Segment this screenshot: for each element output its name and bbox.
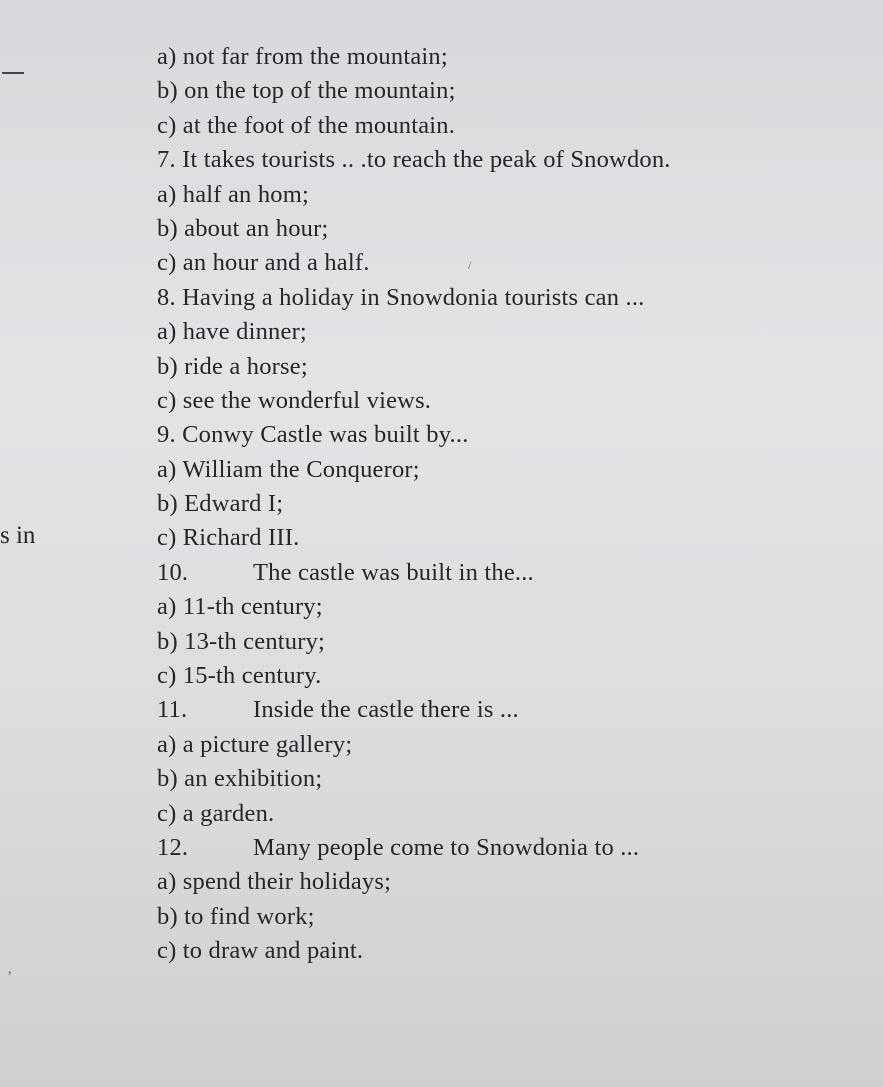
option-a-q10: a) 11-th century; bbox=[157, 593, 323, 621]
option-c-q12: c) to draw and paint. bbox=[157, 937, 364, 965]
option-c-q8: c) see the wonderful views. bbox=[157, 386, 432, 414]
option-c-q6: c) at the foot of the mountain. bbox=[157, 111, 456, 139]
question-11-number: 11. bbox=[157, 696, 188, 724]
option-a-q9: a) William the Conqueror; bbox=[157, 455, 420, 483]
question-9: 9. Conwy Castle was built by... bbox=[157, 421, 469, 449]
option-a-q7: a) half an hom; bbox=[157, 180, 309, 208]
question-12 bbox=[157, 831, 877, 865]
option-b-q10: b) 13-th century; bbox=[157, 627, 326, 655]
margin-dash bbox=[2, 72, 24, 74]
option-a-q8: a) have dinner; bbox=[157, 318, 307, 346]
question-10-number: 10. bbox=[157, 558, 189, 586]
pencil-stray-mark: , bbox=[8, 962, 12, 977]
option-a-q6: a) not far from the mountain; bbox=[157, 43, 448, 70]
option-b-q12: b) to find work; bbox=[157, 902, 315, 930]
option-a-q11: a) a picture gallery; bbox=[157, 730, 353, 758]
option-c-q10: c) 15-th century. bbox=[157, 662, 322, 690]
option-b-q8: b) ride a horse; bbox=[157, 352, 308, 380]
option-b-q7: b) about an hour; bbox=[157, 214, 329, 242]
option-a-q12: a) spend their holidays; bbox=[157, 868, 392, 896]
question-11-text: Inside the castle there is ... bbox=[253, 696, 519, 724]
pencil-tick-mark: / bbox=[468, 258, 472, 272]
margin-text-fragment: s in bbox=[0, 522, 36, 549]
option-c-q7: c) an hour and a half. bbox=[157, 249, 370, 277]
option-c-q9: c) Richard III. bbox=[157, 524, 300, 552]
quiz-content bbox=[157, 40, 877, 969]
question-11 bbox=[157, 693, 877, 727]
question-7: 7. It takes tourists .. .to reach the peak of Snowdon. bbox=[157, 146, 671, 174]
question-8: 8. Having a holiday in Snowdonia tourists can ... bbox=[157, 283, 645, 311]
question-10-text: The castle was built in the... bbox=[253, 558, 534, 586]
option-b-q6: b) on the top of the mountain; bbox=[157, 77, 456, 105]
question-10 bbox=[157, 556, 877, 590]
option-c-q11: c) a garden. bbox=[157, 799, 275, 827]
question-12-number: 12. bbox=[157, 833, 189, 861]
option-b-q9: b) Edward I; bbox=[157, 490, 284, 518]
option-b-q11: b) an exhibition; bbox=[157, 765, 323, 793]
question-12-text: Many people come to Snowdonia to ... bbox=[253, 833, 640, 861]
